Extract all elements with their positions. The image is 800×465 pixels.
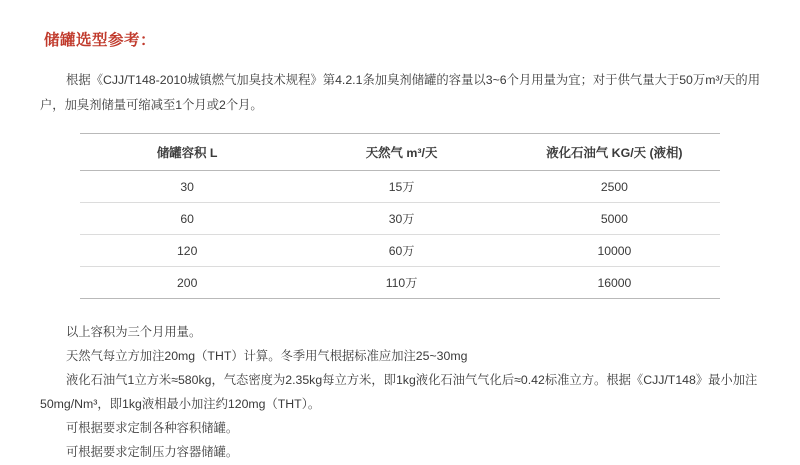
cell-natural-gas: 30万 bbox=[294, 203, 508, 235]
cell-lpg: 5000 bbox=[509, 203, 720, 235]
note-item bbox=[40, 321, 760, 345]
intro-paragraph bbox=[40, 68, 760, 117]
note-item bbox=[40, 417, 760, 441]
cell-tank-volume: 120 bbox=[80, 235, 294, 267]
note-text: 可根据要求定制压力容器储罐。 bbox=[66, 445, 239, 460]
note-item bbox=[40, 345, 760, 369]
note-text: 天然气每立方加注20mg（THT）计算。冬季用气根据标准应加注25~30mg bbox=[66, 349, 468, 364]
column-header-tank-volume: 储罐容积 L bbox=[80, 134, 294, 171]
column-header-lpg: 液化石油气 KG/天 (液相) bbox=[509, 134, 720, 171]
page-title: 储罐选型参考： bbox=[44, 32, 157, 49]
table-row bbox=[80, 171, 720, 203]
intro-text: 根据《CJJ/T148-2010城镇燃气加臭技术规程》第4.2.1条加臭剂储罐的容量以3~6个月用量为宜；对于供气量大于50万m³/天的用户，加臭剂储量可缩减至1个月或2个月。 bbox=[40, 73, 760, 112]
cell-natural-gas: 110万 bbox=[294, 267, 508, 299]
cell-tank-volume: 30 bbox=[80, 171, 294, 203]
cell-lpg: 16000 bbox=[509, 267, 720, 299]
note-text: 以上容积为三个月用量。 bbox=[66, 325, 202, 340]
note-text: 可根据要求定制各种容积储罐。 bbox=[66, 421, 239, 436]
table-row bbox=[80, 235, 720, 267]
table-row bbox=[80, 203, 720, 235]
note-item bbox=[40, 441, 760, 465]
cell-natural-gas: 60万 bbox=[294, 235, 508, 267]
table-header bbox=[80, 134, 720, 171]
table-header-row bbox=[80, 134, 720, 171]
storage-tank-spec-table bbox=[80, 133, 720, 299]
note-item bbox=[40, 369, 760, 417]
table-body bbox=[80, 171, 720, 299]
cell-tank-volume: 200 bbox=[80, 267, 294, 299]
note-text: 液化石油气1立方米≈580kg，气态密度为2.35kg每立方米，即1kg液化石油气气化后≈0.42标准立方。根据《CJJ/T148》最小加注50mg/Nm³，即1kg液相最小加注约120mg（THT）。 bbox=[40, 373, 758, 412]
table-row bbox=[80, 267, 720, 299]
notes-section bbox=[40, 321, 760, 465]
column-header-natural-gas: 天然气 m³/天 bbox=[294, 134, 508, 171]
cell-lpg: 10000 bbox=[509, 235, 720, 267]
cell-lpg: 2500 bbox=[509, 171, 720, 203]
cell-natural-gas: 15万 bbox=[294, 171, 508, 203]
cell-tank-volume: 60 bbox=[80, 203, 294, 235]
